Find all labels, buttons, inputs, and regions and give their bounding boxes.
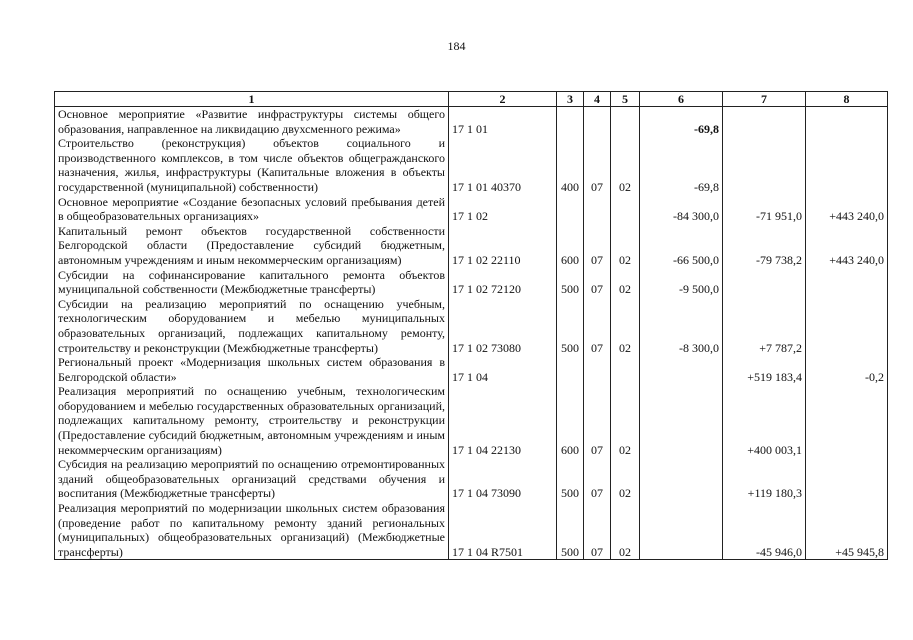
row-col5: 02 (611, 268, 640, 297)
table-row (55, 457, 888, 501)
row-col6: -8 300,0 (640, 297, 723, 355)
row-col8 (806, 268, 888, 297)
row-col5 (611, 355, 640, 384)
row-description: Реализация мероприятий по оснащению учебным, технологическим оборудованием и мебелью государственных образовательных организаций, подлежащих капитальному ремонту, строительству и реконструкции (Предоставление субсидий бюджетным, автономным учреждениям и иным некоммерческим организациям) (55, 384, 449, 457)
page-number: 184 (447, 39, 466, 53)
row-col8 (806, 384, 888, 457)
row-col5: 02 (611, 297, 640, 355)
row-code: 17 1 02 72120 (449, 268, 557, 297)
row-col4: 07 (584, 501, 611, 560)
row-col3 (557, 107, 584, 137)
table-row (55, 297, 888, 355)
row-col4: 07 (584, 268, 611, 297)
table-row (55, 384, 888, 457)
row-col8: +45 945,8 (806, 501, 888, 560)
row-col8 (806, 107, 888, 137)
row-col8 (806, 457, 888, 501)
table-row (55, 355, 888, 384)
row-col6 (640, 384, 723, 457)
row-col4: 07 (584, 384, 611, 457)
row-col6 (640, 457, 723, 501)
row-col8 (806, 136, 888, 194)
header-row (55, 92, 888, 107)
row-col5 (611, 195, 640, 224)
table-row (55, 195, 888, 224)
row-col6: -69,8 (640, 107, 723, 137)
column-header: 7 (723, 92, 806, 107)
row-col7: -71 951,0 (723, 195, 806, 224)
row-col7: +7 787,2 (723, 297, 806, 355)
row-col5: 02 (611, 224, 640, 268)
row-code: 17 1 04 22130 (449, 384, 557, 457)
row-col7 (723, 136, 806, 194)
row-col8 (806, 297, 888, 355)
row-col4 (584, 355, 611, 384)
column-header: 2 (449, 92, 557, 107)
row-col7: +519 183,4 (723, 355, 806, 384)
row-description: Основное мероприятие «Развитие инфраструктуры системы общего образования, направленное на ликвидацию двухсменного режима» (55, 107, 449, 137)
row-description: Основное мероприятие «Создание безопасных условий пребывания детей в общеобразовательных организациях» (55, 195, 449, 224)
row-col3 (557, 355, 584, 384)
row-code: 17 1 04 73090 (449, 457, 557, 501)
row-col4: 07 (584, 224, 611, 268)
row-description: Региональный проект «Модернизация школьных систем образования в Белгородской области» (55, 355, 449, 384)
row-description: Реализация мероприятий по модернизации школьных систем образования (проведение работ по капитальному ремонту зданий региональных (муниципальных) общеобразовательных организаций) (Межбюджетные трансферты) (55, 501, 449, 560)
column-header: 6 (640, 92, 723, 107)
row-code: 17 1 04 (449, 355, 557, 384)
row-col6: -84 300,0 (640, 195, 723, 224)
row-col5: 02 (611, 136, 640, 194)
row-col8: +443 240,0 (806, 195, 888, 224)
row-code: 17 1 02 (449, 195, 557, 224)
row-code: 17 1 01 (449, 107, 557, 137)
row-col6: -69,8 (640, 136, 723, 194)
row-col5: 02 (611, 457, 640, 501)
row-col4 (584, 107, 611, 137)
row-col3: 400 (557, 136, 584, 194)
row-code: 17 1 01 40370 (449, 136, 557, 194)
column-header: 3 (557, 92, 584, 107)
row-col8: -0,2 (806, 355, 888, 384)
table-row (55, 501, 888, 560)
row-col5 (611, 107, 640, 137)
row-col4 (584, 195, 611, 224)
row-col7: +400 003,1 (723, 384, 806, 457)
column-header: 8 (806, 92, 888, 107)
row-col3: 500 (557, 268, 584, 297)
row-description: Субсидии на реализацию мероприятий по оснащению учебным, технологическим оборудованием и мебелью муниципальных образовательных организаций, подлежащих капитальному ремонту, строительству и реконструкции (Межбюджетные трансферты) (55, 297, 449, 355)
row-col3: 500 (557, 501, 584, 560)
row-col6: -9 500,0 (640, 268, 723, 297)
row-col7 (723, 107, 806, 137)
table-row (55, 136, 888, 194)
row-code: 17 1 04 R7501 (449, 501, 557, 560)
row-col3: 600 (557, 384, 584, 457)
row-col3: 600 (557, 224, 584, 268)
row-code: 17 1 02 73080 (449, 297, 557, 355)
row-col7: -79 738,2 (723, 224, 806, 268)
row-col5: 02 (611, 384, 640, 457)
row-col4: 07 (584, 297, 611, 355)
table-row (55, 224, 888, 268)
column-header: 1 (55, 92, 449, 107)
row-col3 (557, 195, 584, 224)
table-body (55, 107, 888, 560)
row-col5: 02 (611, 501, 640, 560)
row-col7: +119 180,3 (723, 457, 806, 501)
row-col7: -45 946,0 (723, 501, 806, 560)
row-col6 (640, 501, 723, 560)
row-col3: 500 (557, 297, 584, 355)
table-row (55, 107, 888, 137)
row-col6: -66 500,0 (640, 224, 723, 268)
column-header: 4 (584, 92, 611, 107)
budget-table (54, 91, 888, 560)
row-description: Строительство (реконструкция) объектов социального и производственного комплексов, в том числе объектов общегражданского назначения, жилья, инфраструктуры (Капитальные вложения в объекты государственной (муниципальной) собственности) (55, 136, 449, 194)
table-row (55, 268, 888, 297)
row-col4: 07 (584, 457, 611, 501)
row-description: Капитальный ремонт объектов государственной собственности Белгородской области (Предоставление субсидий бюджетным, автономным учреждениям и иным некоммерческим организациям) (55, 224, 449, 268)
row-code: 17 1 02 22110 (449, 224, 557, 268)
row-col6 (640, 355, 723, 384)
row-col4: 07 (584, 136, 611, 194)
column-header: 5 (611, 92, 640, 107)
row-description: Субсидия на реализацию мероприятий по оснащению отремонтированных зданий общеобразовательных организаций средствами обучения и воспитания (Межбюджетные трансферты) (55, 457, 449, 501)
row-description: Субсидии на софинансирование капитального ремонта объектов муниципальной собственности (Межбюджетные трансферты) (55, 268, 449, 297)
row-col3: 500 (557, 457, 584, 501)
row-col8: +443 240,0 (806, 224, 888, 268)
row-col7 (723, 268, 806, 297)
